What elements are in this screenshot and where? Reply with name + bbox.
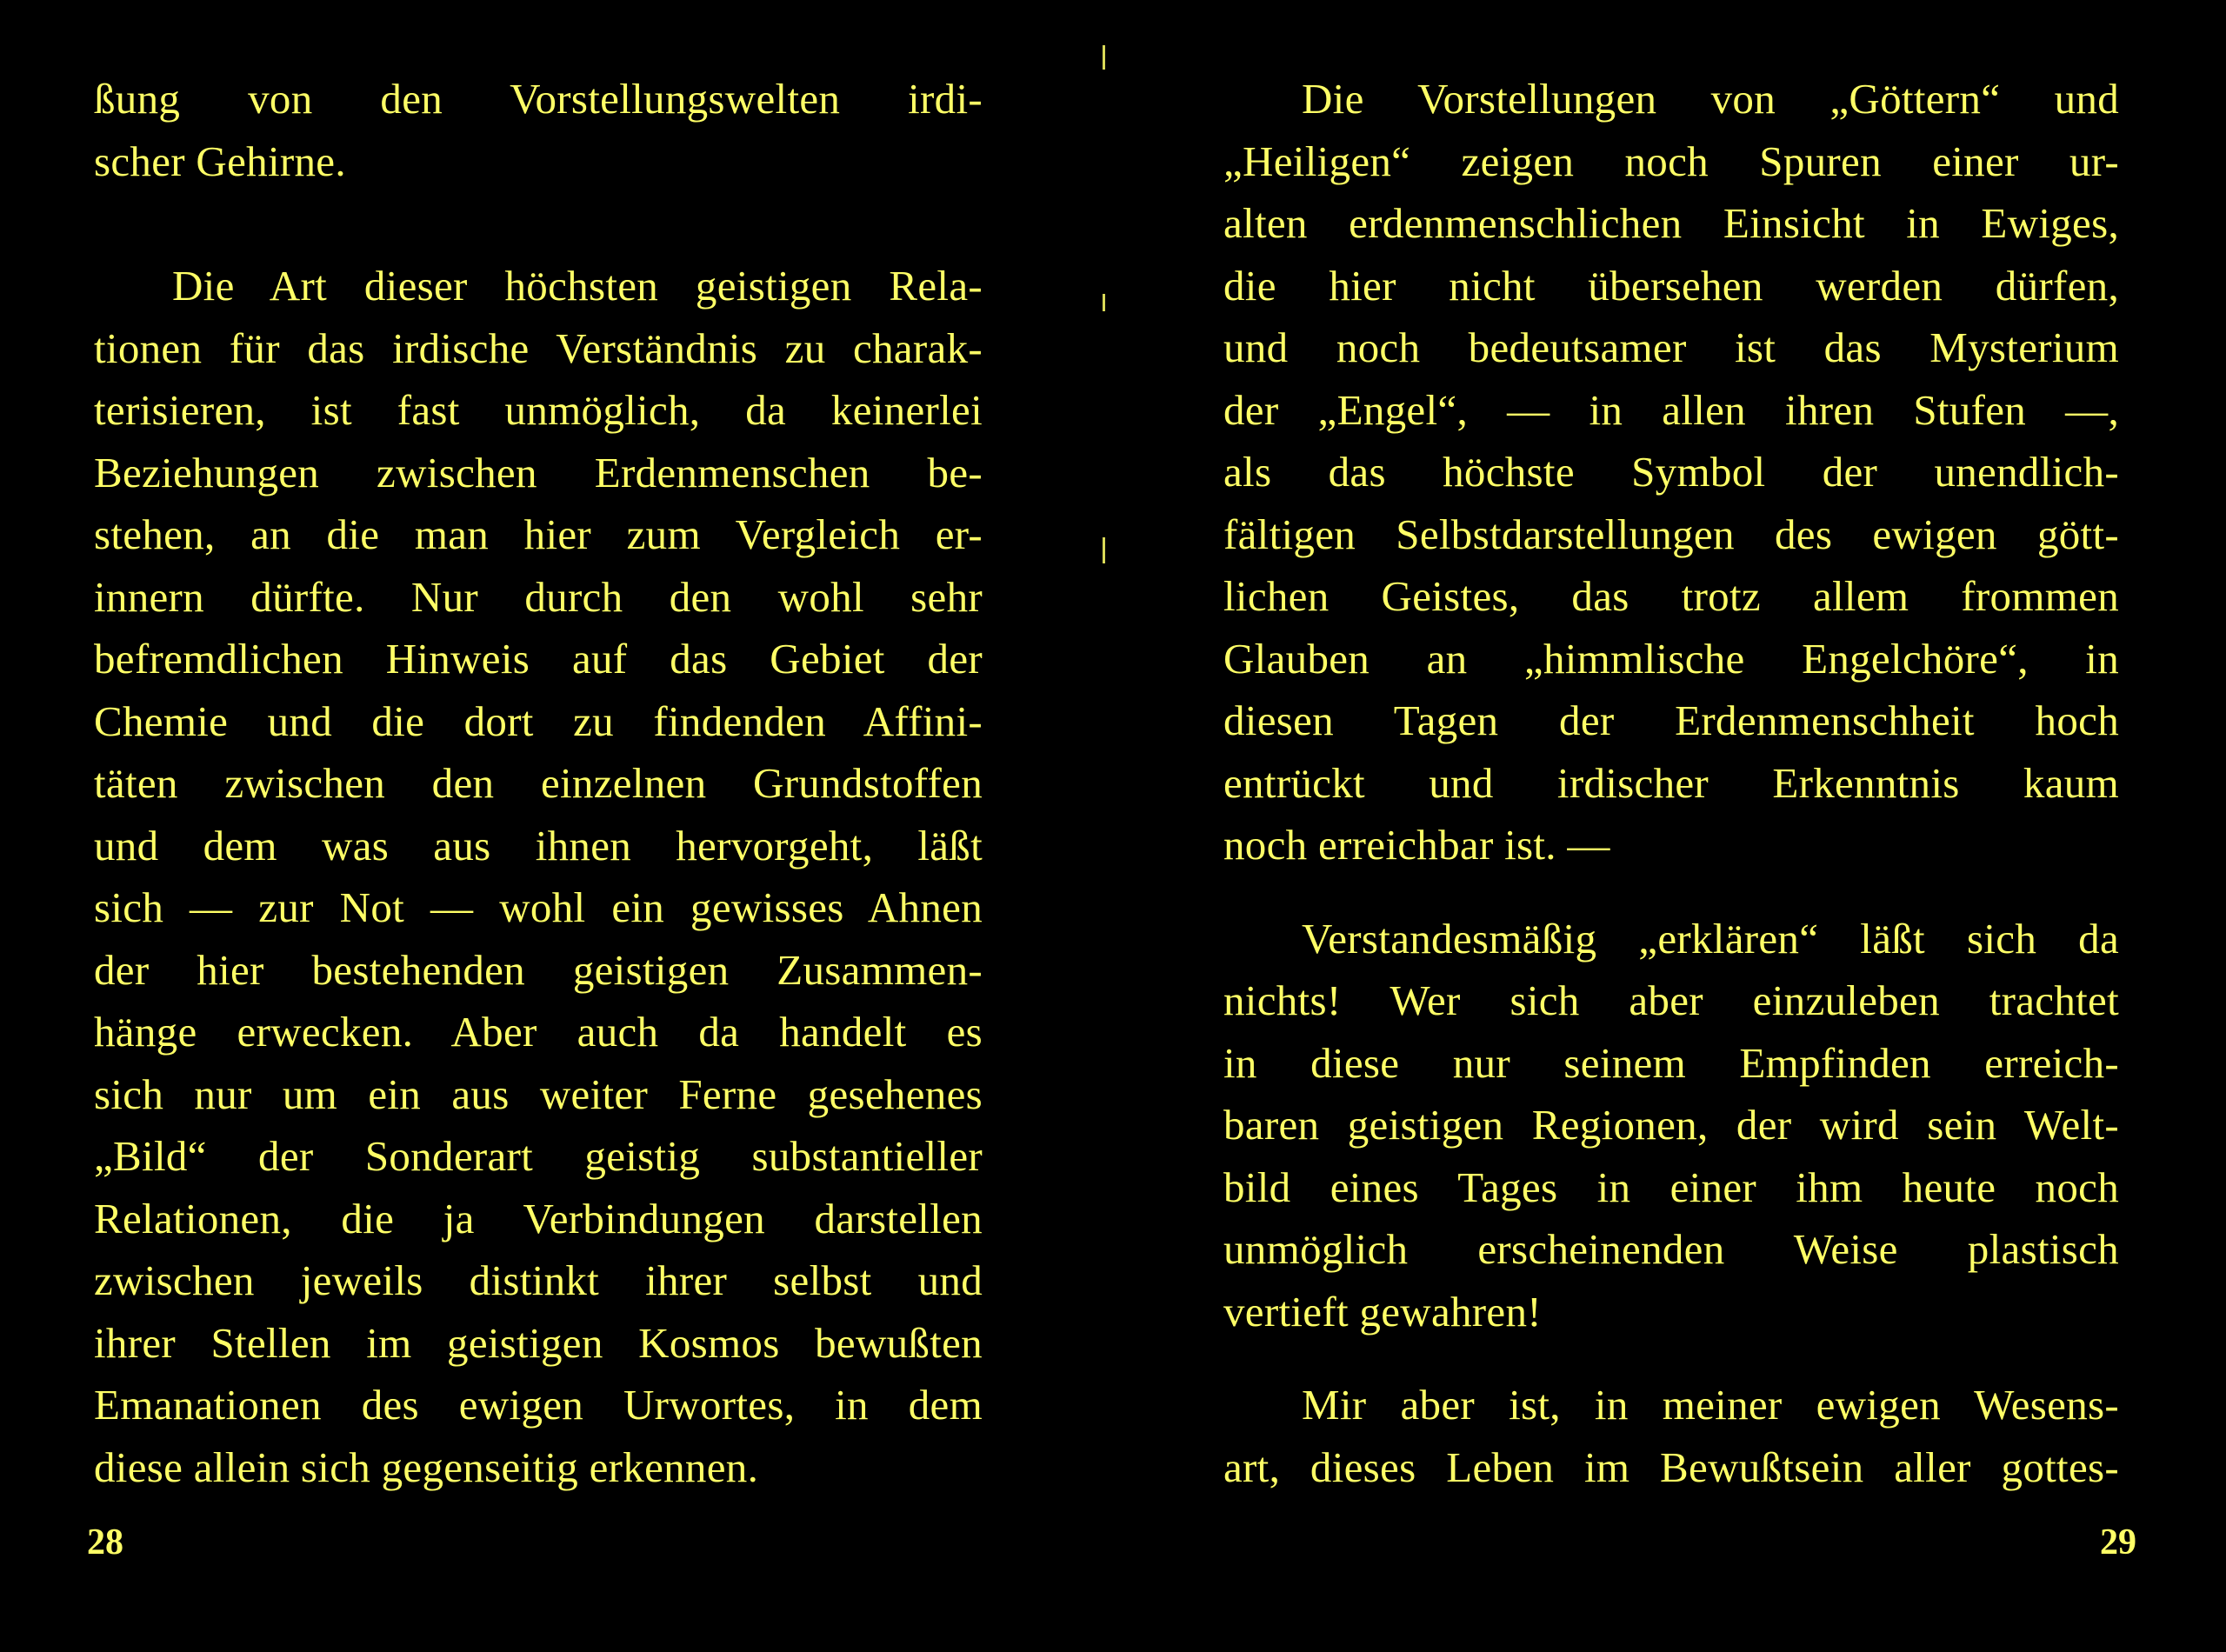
text-line: befremdlichen Hinweis auf das Gebiet der [94,635,983,683]
text-line: tionen für das irdische Verständnis zu charak- [94,323,983,372]
text-line: hänge erwecken. Aber auch da handelt es [94,1008,983,1056]
text-line: Glauben an „himmlische Engelchöre“, in [1223,634,2119,683]
text-line: und noch bedeutsamer ist das Mysterium [1223,323,2119,371]
text-line: der hier bestehenden geistigen Zusammen- [94,945,983,994]
text-line: terisieren, ist fast unmöglich, da keinerlei [94,386,983,434]
text-line: scher Gehirne. [94,137,346,185]
text-line: stehen, an die man hier zum Vergleich er- [94,510,983,558]
paragraph-gap [1223,1342,2119,1374]
text-line: Beziehungen zwischen Erdenmenschen be- [94,448,983,496]
left-page [0,0,1104,1652]
text-line: Die Art dieser höchsten geistigen Rela- [172,262,983,310]
text-line: alten erdenmenschlichen Einsicht in Ewiges, [1223,199,2119,247]
text-line: Verstandesmäßig „erklären“ läßt sich da [1302,914,2119,963]
text-line: Relationen, die ja Verbindungen darstellen [94,1194,983,1242]
page-number: 28 [87,1522,123,1562]
text-line: innern dürfte. Nur durch den wohl sehr [94,572,983,621]
text-line: Chemie und die dort zu findenden Affini- [94,696,983,745]
text-line: Die Vorstellungen von „Göttern“ und [1302,75,2119,123]
text-line: nichts! Wer sich aber einzuleben trachtet [1223,976,2119,1024]
text-line: diese allein sich gegenseitig erkennen. [94,1442,759,1491]
text-line: zwischen jeweils distinkt ihrer selbst und [94,1256,983,1304]
text-line: unmöglich erscheinenden Weise plastisch [1223,1225,2119,1273]
text-line: Emanationen des ewigen Urwortes, in dem [94,1381,983,1429]
text-line: „Bild“ der Sonderart geistig substantieller [94,1132,983,1180]
paragraph-gap [1223,876,2119,908]
text-line: als das höchste Symbol der unendlich- [1223,448,2119,496]
text-line: lichen Geistes, das trotz allem frommen [1223,572,2119,620]
text-line: art, dieses Leben im Bewußtsein aller gottes- [1223,1442,2119,1491]
text-line: sich — zur Not — wohl ein gewisses Ahnen [94,883,983,931]
text-line: noch erreichbar ist. — [1223,821,1610,869]
text-line: ßung von den Vorstellungswelten irdi- [94,75,983,123]
text-line: sich nur um ein aus weiter Ferne gesehenes [94,1069,983,1118]
text-line: bild eines Tages in einer ihm heute noch [1223,1162,2119,1211]
text-line: die hier nicht übersehen werden dürfen, [1223,261,2119,310]
text-line: ihrer Stellen im geistigen Kosmos bewußten [94,1318,983,1367]
right-page-text [1223,68,2119,1498]
right-page [1122,0,2226,1652]
left-page-text [94,68,983,1498]
text-line: baren geistigen Regionen, der wird sein Welt- [1223,1101,2119,1149]
text-line: und dem was aus ihnen hervorgeht, läßt [94,821,983,869]
text-line: fältigen Selbstdarstellungen des ewigen gött- [1223,510,2119,558]
text-line: Mir aber ist, in meiner ewigen Wesens- [1302,1381,2119,1429]
text-line: täten zwischen den einzelnen Grundstoffen [94,759,983,807]
page-number: 29 [2100,1522,2136,1562]
text-line: „Heiligen“ zeigen noch Spuren einer ur- [1223,137,2119,185]
text-line: entrückt und irdischer Erkenntnis kaum [1223,758,2119,807]
text-line: der „Engel“, — in allen ihren Stufen —, [1223,385,2119,434]
text-line: in diese nur seinem Empfinden erreich- [1223,1038,2119,1087]
text-line: vertieft gewahren! [1223,1287,1542,1336]
paragraph-gap [94,192,983,255]
text-line: diesen Tagen der Erdenmenschheit hoch [1223,696,2119,744]
